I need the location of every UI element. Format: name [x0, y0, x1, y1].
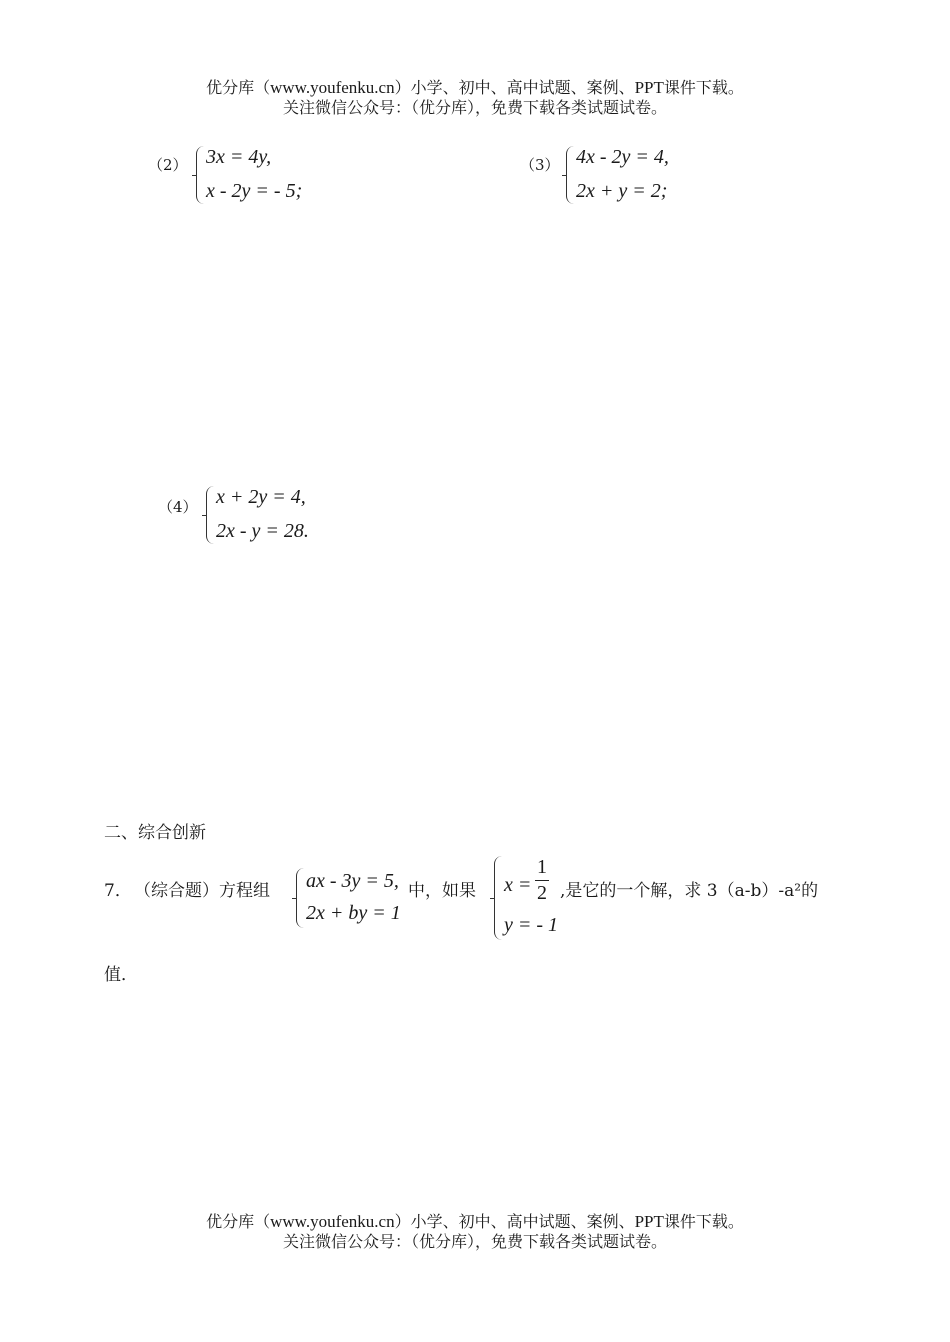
question-7-solution — [494, 856, 564, 940]
fraction-bar — [535, 880, 549, 881]
problem-3-eq1: 4x - 2y = 4, — [576, 146, 669, 168]
problem-4-system — [206, 486, 406, 544]
problem-2-eq2: x - 2y = - 5; — [206, 180, 303, 202]
footer-text: 优分库（ — [206, 1212, 271, 1231]
question-7-number: 7． — [104, 881, 132, 901]
header-text: ）小学、初中、高中试题、案例、 — [394, 78, 635, 97]
footer-line-1 — [0, 1212, 950, 1231]
header-url: www.youfenku.cn — [270, 78, 395, 97]
footer-text: ）小学、初中、高中试题、案例、 — [394, 1212, 635, 1231]
problem-3-label: （3） — [520, 156, 560, 174]
question-7-system — [296, 868, 410, 928]
header-line-2: 关注微信公众号：（优分库），免费下载各类试题试卷。 — [282, 98, 667, 117]
header-ppt: PPT — [634, 78, 664, 97]
problem-2-eq1: 3x = 4y, — [206, 146, 272, 168]
header-text: 课件下载。 — [663, 78, 744, 97]
problem-4-label: （4） — [158, 498, 198, 516]
question-7-sys-eq2: 2x + by = 1 — [306, 902, 401, 924]
footer-ppt: PPT — [634, 1212, 664, 1231]
brace-icon — [296, 868, 304, 928]
section-title: 二、综合创新 — [104, 823, 206, 843]
problem-2-system — [196, 146, 396, 204]
footer-url: www.youfenku.cn — [270, 1212, 395, 1231]
header-line-1 — [0, 78, 950, 97]
question-7-tail: ,是它的一个解，求 3（a-b）-a²的 — [560, 881, 819, 901]
header-text: 优分库（ — [206, 78, 271, 97]
problem-3-system — [566, 146, 766, 204]
footer-line-2: 关注微信公众号：（优分库），免费下载各类试题试卷。 — [282, 1232, 667, 1251]
problem-4-eq2: 2x - y = 28. — [216, 520, 309, 542]
fraction-denominator: 2 — [537, 882, 547, 904]
question-7-tag: （综合题）方程组 — [134, 881, 270, 901]
brace-icon — [494, 856, 502, 940]
problem-4-eq1: x + 2y = 4, — [216, 486, 306, 508]
solution-x-fraction — [534, 856, 550, 905]
problem-3-eq2: 2x + y = 2; — [576, 180, 668, 202]
footer-text: 课件下载。 — [663, 1212, 744, 1231]
question-7-mid: 中，如果 — [408, 881, 476, 901]
problem-2-label: （2） — [148, 156, 188, 174]
brace-icon — [196, 146, 204, 204]
question-7-sys-eq1: ax - 3y = 5, — [306, 870, 399, 892]
brace-icon — [566, 146, 574, 204]
solution-x-lhs: x = — [504, 874, 532, 896]
question-7-end: 值． — [104, 965, 138, 985]
solution-y: y = - 1 — [504, 914, 559, 936]
brace-icon — [206, 486, 214, 544]
fraction-numerator: 1 — [537, 856, 547, 878]
